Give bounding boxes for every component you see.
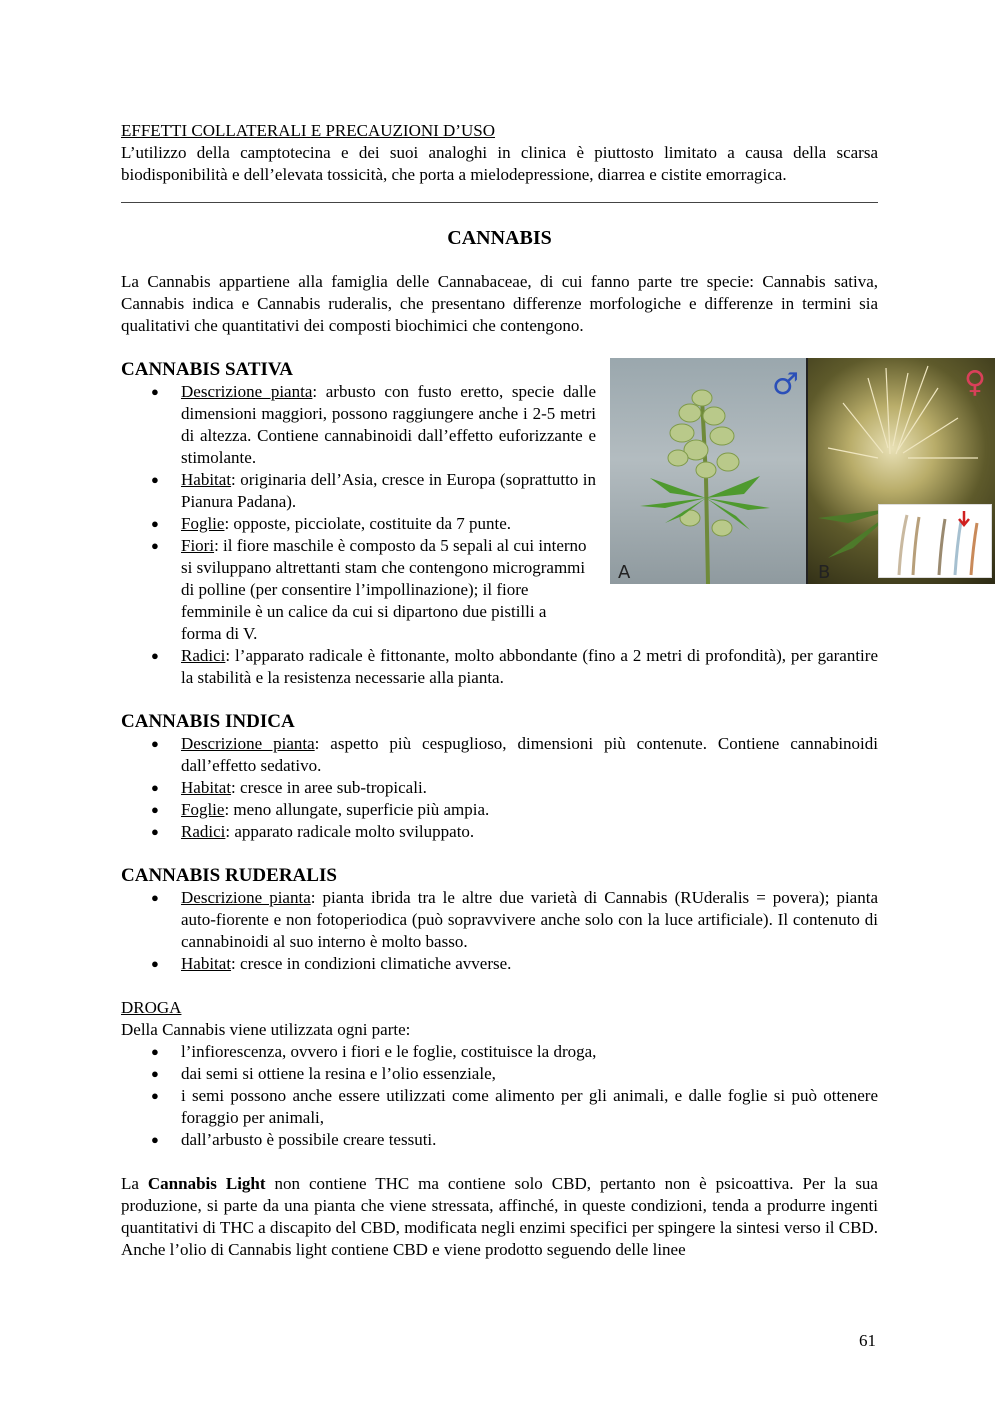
item-label: Descrizione pianta — [181, 382, 313, 401]
bullet-icon: ● — [151, 824, 159, 839]
list-item — [121, 799, 878, 821]
item-label: Radici — [181, 822, 226, 841]
sativa-heading: CANNABIS SATIVA — [121, 359, 293, 380]
item-text: : apparato radicale molto sviluppato. — [225, 822, 475, 841]
item-label: Habitat — [181, 470, 232, 489]
bullet-icon: ● — [151, 516, 159, 531]
bullet-icon: ● — [151, 1044, 159, 1059]
item-label: Fiori — [181, 536, 215, 555]
bullet-icon: ● — [151, 956, 159, 971]
ruderalis-heading: CANNABIS RUDERALIS — [121, 865, 337, 886]
droga-intro: Della Cannabis viene utilizzata ogni parte: — [121, 1020, 411, 1039]
bullet-icon: ● — [151, 472, 159, 487]
item-text: : arbusto con fusto eretto, specie dalle dimensioni maggiori, possono raggiungere anche i 2-5 metri di altezza. Contiene cannabinoidi dall’effetto euforizzante e stimolante. — [181, 382, 597, 467]
item-text: : meno allungate, superficie più ampia. — [224, 800, 490, 819]
intro-paragraph: La Cannabis appartiene alla famiglia delle Cannabaceae, di cui fanno parte tre specie: Cannabis sativa, Cannabis indica e Cannabis ruderalis, che presentano differenze morfologiche e differenze in termini sia qualitativi che quantitativi dei composti biochimici che contengono. — [121, 272, 878, 335]
list-item — [121, 645, 878, 689]
cannabis-light-bold: Cannabis Light — [147, 1174, 266, 1193]
page-content — [121, 120, 878, 1261]
bullet-icon: ● — [151, 736, 159, 751]
item-text: i semi possono anche essere utilizzati come alimento per gli animali, e dalle foglie si può ottenere foraggio per animali, — [181, 1086, 878, 1127]
droga-heading: DROGA — [121, 998, 182, 1017]
item-label: Radici — [181, 646, 226, 665]
list-item — [121, 469, 596, 513]
item-label: Descrizione pianta — [181, 888, 311, 907]
male-plant-photo — [610, 358, 806, 584]
item-text: : aspetto più cespuglioso, dimensioni più contenute. Contiene cannabinoidi dall’effetto sedativo. — [181, 734, 878, 775]
list-item — [121, 1041, 878, 1063]
list-item — [121, 381, 596, 469]
bullet-icon: ● — [151, 890, 159, 905]
bullet-icon: ● — [151, 384, 159, 399]
female-symbol-icon: ♀ — [964, 365, 986, 400]
pistil-inset-image — [878, 504, 992, 578]
item-text: dai semi si ottiene la resina e l’olio essenziale, — [181, 1064, 496, 1083]
item-text: : cresce in condizioni climatiche avverse. — [231, 954, 512, 973]
list-item — [121, 1085, 878, 1129]
bullet-icon: ● — [151, 802, 159, 817]
bullet-icon: ● — [151, 538, 159, 553]
item-text: : opposte, picciolate, costituite da 7 punte. — [224, 514, 512, 533]
list-item — [121, 777, 878, 799]
list-item — [121, 821, 878, 843]
indica-list — [121, 733, 878, 843]
section-divider — [121, 202, 878, 203]
item-text: : il fiore maschile è composto da 5 sepali al cui interno si sviluppano altrettanti stam che contengono microgrammi di polline (per consentire l’impollinazione); il fiore femminile è un calice da cui si dipartono due pistilli a forma di V. — [181, 536, 587, 643]
female-plant-photo — [808, 358, 995, 584]
figure-label-a: A — [618, 562, 631, 583]
effetti-heading: EFFETTI COLLATERALI E PRECAUZIONI D’USO — [121, 121, 495, 140]
page-number: 61 — [859, 1331, 876, 1350]
bullet-icon: ● — [151, 648, 159, 663]
figure-label-b: B — [818, 562, 831, 583]
bullet-icon: ● — [151, 780, 159, 795]
list-item — [121, 953, 878, 975]
list-item — [121, 733, 878, 777]
list-item — [121, 1063, 878, 1085]
effetti-text: L’utilizzo della camptotecina e dei suoi analoghi in clinica è piuttosto limitato a causa della scarsa biodisponibilità e dell’elevata tossicità, che porta a mielodepressione, diarrea e cistite emorragica. — [121, 143, 878, 184]
ruderalis-list — [121, 887, 878, 975]
bullet-icon: ● — [151, 1066, 159, 1081]
indica-heading: CANNABIS INDICA — [121, 711, 295, 732]
item-label: Foglie — [181, 514, 225, 533]
item-text: : cresce in aree sub-tropicali. — [231, 778, 427, 797]
item-label: Habitat — [181, 954, 232, 973]
bullet-icon: ● — [151, 1132, 159, 1147]
cannabis-light-paragraph: La Cannabis Light non contiene THC ma contiene solo CBD, pertanto non è psicoattiva. Per la sua produzione, si parte da una pianta che viene stressata, affinché, in queste condizioni, tenda a produrre ingenti quantitativi di THC a discapito del CBD, modificata negli enzimi specifici per spingere la sintesi verso il CBD. Anche l’olio di Cannabis light contiene CBD e viene prodotto seguendo delle linee — [121, 1174, 878, 1259]
item-text: dall’arbusto è possibile creare tessuti. — [181, 1130, 437, 1149]
item-label: Foglie — [181, 800, 225, 819]
item-label: Descrizione pianta — [181, 734, 315, 753]
cannabis-male-female-figure — [610, 358, 995, 584]
male-symbol-icon: ♂ — [772, 367, 799, 402]
list-item — [121, 887, 878, 953]
bullet-icon: ● — [151, 1088, 159, 1103]
item-text: : originaria dell’Asia, cresce in Europa (soprattutto in Pianura Padana). — [181, 470, 596, 511]
list-item — [121, 1129, 878, 1151]
item-text: : l’apparato radicale è fittonante, molto abbondante (fino a 2 metri di profondità), per garantire la stabilità e la resistenza necessarie alla pianta. — [181, 646, 878, 687]
list-item — [121, 513, 596, 535]
item-label: Habitat — [181, 778, 232, 797]
page-title: CANNABIS — [447, 227, 552, 249]
droga-list — [121, 1041, 878, 1151]
item-text: l’infiorescenza, ovvero i fiori e le foglie, costituisce la droga, — [181, 1042, 597, 1061]
item-text: : pianta ibrida tra le altre due varietà di Cannabis (RUderalis = povera); pianta auto-fiorente e non fotoperiodica (può sopravvivere anche solo con la luce artificiale). Il contenuto di cannabinoidi al suo interno è molto basso. — [181, 888, 878, 951]
